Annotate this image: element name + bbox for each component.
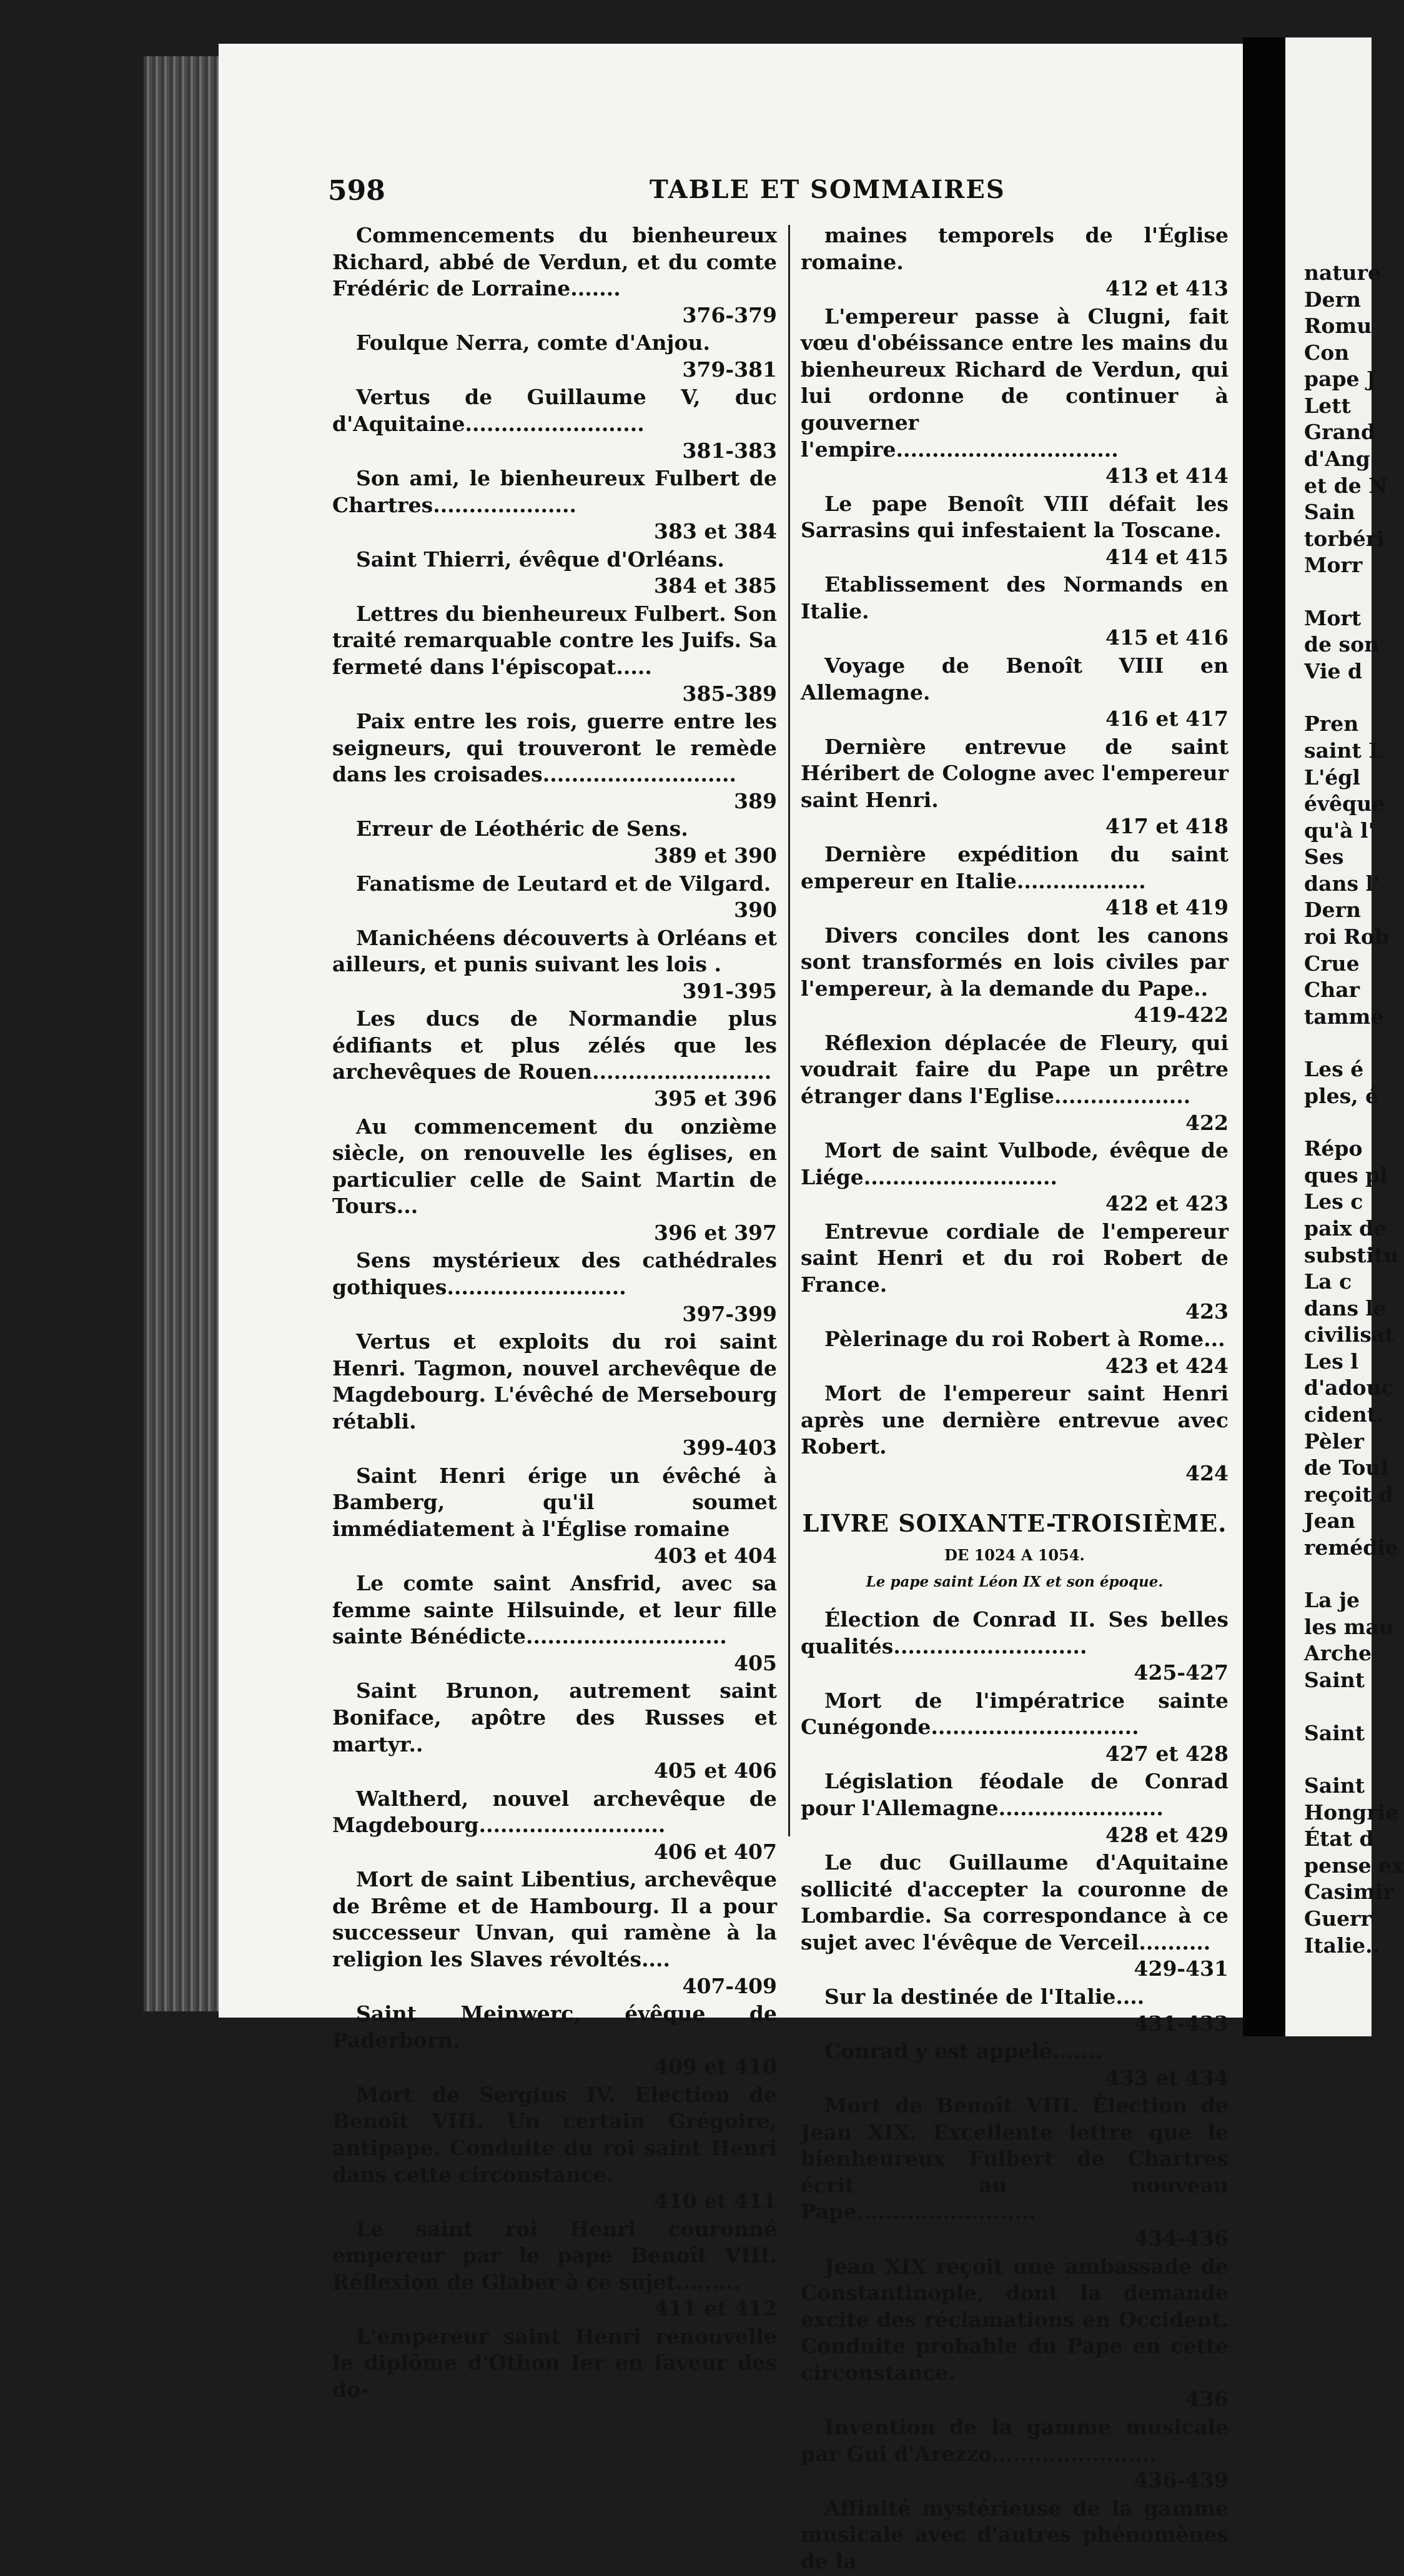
toc-entry-text: Législation féodale de Conrad pour l'Allemagne....................... (801, 1769, 1228, 1820)
toc-entry-text: Réflexion déplacée de Fleury, qui voudrait faire du Pape un prêtre étranger dans l'Eglise................... (801, 1030, 1228, 1108)
facing-page-line: Jean (1304, 1508, 1355, 1533)
toc-entry (332, 1247, 777, 1327)
toc-entry (801, 1326, 1228, 1379)
toc-entry (801, 2093, 1228, 2252)
toc-entry (801, 2254, 1228, 2413)
left-column (332, 222, 777, 2405)
book-subtitle: Le pape saint Léon IX et son époque. (866, 1573, 1164, 1591)
toc-entry-text: Dernière expédition du saint empereur en Italie.................. (801, 841, 1228, 893)
facing-page-line: torbéri (1304, 526, 1385, 551)
toc-entry-pages: 412 et 413 (1105, 276, 1228, 301)
toc-entry-pages: 384 et 385 (654, 573, 777, 598)
toc-entry-pages: 396 et 397 (654, 1220, 777, 1245)
facing-page-line: roi Rob (1304, 924, 1389, 949)
toc-entry-text: Mort de Sergius IV. Election de Benoît VIII. Un certain Grégoire, antipape. Conduite du roi saint Henri dans cette circonstance. (332, 2082, 777, 2187)
toc-entry (332, 708, 777, 815)
toc-entry-text: Mort de l'empereur saint Henri après une dernière entrevue avec Robert. (801, 1381, 1228, 1459)
toc-entry-text: Paix entre les rois, guerre entre les seigneurs, qui trouveront le remède dans les croisades........................... (332, 709, 777, 787)
toc-entry-pages: 414 et 415 (1105, 544, 1228, 569)
toc-entry-pages: 385-389 (682, 681, 777, 706)
toc-entry-text: Les ducs de Normandie plus édifiants et plus zélés que les archevêques de Rouen......................... (332, 1006, 777, 1084)
toc-entry-pages: 418 et 419 (1105, 895, 1228, 920)
facing-page-line: paix de (1304, 1216, 1387, 1241)
toc-entry-text: Sens mystérieux des cathédrales gothiques......................... (332, 1248, 777, 1299)
toc-entry-pages: 410 et 411 (654, 2189, 777, 2214)
toc-entry-text: Jean XIX reçoit une ambassade de Constantinople, dont la demande excite des réclamations en Occident. Conduite probable du Pape en cette circonstance. (801, 2254, 1228, 2385)
facing-page-line: saint L (1304, 738, 1383, 763)
toc-entry-pages: 428 et 429 (1105, 1822, 1228, 1847)
toc-entry-text: Saint Thierri, évêque d'Orléans. (356, 547, 724, 572)
toc-entry-pages: 425-427 (1134, 1660, 1228, 1685)
toc-entry (801, 734, 1228, 840)
toc-entry-pages: 406 et 407 (654, 1839, 777, 1864)
toc-entry (801, 304, 1228, 490)
facing-page-line: qu'à l' (1304, 818, 1375, 843)
toc-entry-pages: 427 et 428 (1105, 1741, 1228, 1766)
facing-page-line: nature (1304, 260, 1381, 285)
facing-page-line: d'Ang (1304, 446, 1370, 471)
facing-page-line: de Toul (1304, 1455, 1388, 1480)
facing-page-line: Saint (1304, 1668, 1365, 1692)
toc-entry-pages: 431-433 (1134, 2011, 1228, 2036)
toc-entry-pages: 413 et 414 (1105, 463, 1228, 488)
toc-entry-pages: 423 (1185, 1299, 1228, 1324)
toc-entry-pages: 407-409 (682, 1973, 777, 1998)
toc-entry (332, 1329, 777, 1462)
toc-entry (801, 2414, 1228, 2494)
right-column-entries (801, 222, 1228, 1487)
toc-entry-pages: 376-379 (682, 302, 777, 327)
toc-entry-text: Le comte saint Ansfrid, avec sa femme sainte Hilsuinde, et leur fille sainte Bénédicte............................ (332, 1571, 777, 1649)
toc-entry (332, 816, 777, 869)
facing-page-line: Répo (1304, 1136, 1363, 1161)
toc-entry-text: maines temporels de l'Église romaine. (801, 223, 1228, 274)
toc-entry-pages: 419-422 (1134, 1003, 1228, 1028)
toc-entry-text: Mort de Benoît VIII. Élection de Jean XIX. Excellente lettre que le bienheureux Fulbert de Chartres écrit au nouveau Pape......................... (801, 2093, 1228, 2224)
toc-entry-text: Manichéens découverts à Orléans et ailleurs, et punis suivant les lois . (332, 925, 777, 977)
facing-page-line: Char (1304, 978, 1360, 1003)
facing-page-line: Hongrie (1304, 1800, 1399, 1825)
facing-page-line: d'adouc (1304, 1375, 1394, 1400)
toc-entry-pages: 409 et 410 (654, 2054, 777, 2079)
facing-page-line (1304, 1030, 1404, 1056)
facing-page-line: L'égl (1304, 765, 1360, 790)
toc-entry (801, 491, 1228, 571)
toc-entry (332, 1678, 777, 1784)
facing-page-line: État d (1304, 1826, 1374, 1851)
facing-page-line: Con (1304, 340, 1350, 365)
facing-page-line: Pèler (1304, 1429, 1364, 1454)
toc-entry-text: Son ami, le bienheureux Fulbert de Chartres.................... (332, 466, 777, 517)
toc-entry-pages: 389 et 390 (654, 843, 777, 868)
toc-entry (332, 1570, 777, 1677)
facing-page-line: ques pl (1304, 1162, 1388, 1187)
running-head: TABLE ET SOMMAIRES (650, 175, 1006, 204)
toc-entry-text: Au commencement du onzième siècle, on renouvelle les églises, en particulier celle de Saint Martin de Tours... (332, 1114, 777, 1219)
toc-entry-pages: 403 et 404 (654, 1543, 777, 1568)
toc-entry (801, 1030, 1228, 1136)
toc-entry-pages: 422 (1185, 1110, 1228, 1135)
toc-entry-text: Foulque Nerra, comte d'Anjou. (356, 330, 710, 355)
toc-entry-pages: 389 (734, 788, 777, 813)
book-page-edges (144, 56, 219, 2011)
toc-entry (801, 653, 1228, 733)
facing-page-line: Crue (1304, 951, 1360, 976)
facing-page-line: Dern (1304, 287, 1361, 312)
facing-page-line (1304, 1694, 1404, 1720)
book-title: LIVRE SOIXANTE-TROISIÈME. (802, 1509, 1227, 1538)
toc-entry-text: Entrevue cordiale de l'empereur saint Henri et du roi Robert de France. (801, 1219, 1228, 1297)
toc-entry-text: Conrad y est appelé....... (824, 2039, 1103, 2064)
toc-entry-text: Erreur de Léothéric de Sens. (356, 816, 688, 841)
facing-page-line: évêque (1304, 791, 1385, 816)
toc-entry-text: Vertus de Guillaume V, duc d'Aquitaine......................... (332, 385, 777, 436)
toc-entry-text: Waltherd, nouvel archevêque de Magdebourg.......................... (332, 1786, 777, 1838)
facing-page-line: substitu (1304, 1242, 1399, 1267)
toc-entry (801, 2038, 1228, 2091)
column-rule (788, 225, 790, 1836)
facing-page-line (1304, 579, 1404, 605)
facing-page-line: Morr (1304, 553, 1363, 578)
toc-entry-pages: 415 et 416 (1105, 625, 1228, 650)
facing-page-line: civilisat (1304, 1322, 1395, 1347)
facing-page-line: cident. (1304, 1402, 1384, 1427)
toc-entry-text: Saint Henri érige un évêché à Bamberg, qu'il soumet immédiatement à l'Église romaine (332, 1463, 777, 1541)
toc-entry (801, 572, 1228, 651)
facing-page-line: Les c (1304, 1189, 1363, 1214)
facing-page-line: pape J (1304, 367, 1377, 392)
toc-entry-pages: 436 (1185, 2387, 1228, 2412)
facing-page-line: Saint (1304, 1773, 1365, 1798)
toc-entry (332, 222, 777, 329)
facing-page-line: Casimir (1304, 1880, 1394, 1905)
toc-entry (332, 925, 777, 1005)
toc-entry-pages: 379-381 (682, 357, 777, 382)
toc-entry (801, 1137, 1228, 1217)
toc-entry-text: Le pape Benoît VIII défait les Sarrasins qui infestaient la Toscane. (801, 491, 1228, 543)
toc-entry-text: Commencements du bienheureux Richard, abbé de Verdun, et du comte Frédéric de Lorraine....... (332, 223, 777, 301)
facing-page (1285, 37, 1404, 2036)
toc-entry-text: Saint Brunon, autrement saint Boniface, apôtre des Russes et martyr.. (332, 1678, 777, 1756)
toc-entry-text: Affinité mystérieuse de la gamme musicale avec d'autres phénomènes de la (801, 2495, 1228, 2574)
facing-page-line: Les l (1304, 1349, 1358, 1374)
facing-page-line: reçoit d (1304, 1482, 1393, 1507)
facing-page-line: Dern (1304, 898, 1361, 923)
facing-page-line (1304, 1561, 1404, 1587)
toc-entry (332, 330, 777, 383)
facing-page-line: tamme (1304, 1004, 1384, 1029)
toc-entry (332, 1463, 777, 1569)
toc-entry-text: Saint Meinwerc, évêque de Paderborn. (332, 2001, 777, 2053)
toc-entry-text: Sur la destinée de l'Italie.... (824, 1984, 1145, 2009)
facing-page-line: Grand (1304, 420, 1376, 445)
toc-entry-pages: 395 et 396 (654, 1086, 777, 1111)
facing-page-line: dans le (1304, 1295, 1387, 1320)
facing-page-line: Pren (1304, 711, 1359, 736)
toc-entry (332, 1786, 777, 1866)
toc-entry (801, 1850, 1228, 1983)
toc-entry (801, 923, 1228, 1029)
facing-page-line: Arche (1304, 1641, 1372, 1666)
toc-entry-pages: 429-431 (1134, 1956, 1228, 1981)
toc-entry (332, 2001, 777, 2081)
toc-entry-pages: 391-395 (682, 978, 777, 1003)
toc-entry-text: Invention de la gamme musicale par Gui d'Arezzo....................... (801, 2414, 1228, 2466)
facing-page-line (1304, 1746, 1404, 1773)
facing-page-line: Saint (1304, 1720, 1365, 1745)
toc-entry-pages: 422 et 423 (1105, 1191, 1228, 1216)
page-number: 598 (328, 175, 385, 207)
toc-entry (332, 384, 777, 464)
facing-page-line: Sain (1304, 500, 1355, 525)
toc-entry (332, 601, 777, 707)
toc-entry-text: Le saint roi Henri couronné empereur par le pape Benoît VIII. Réflexion de Glaber à ce sujet......... (332, 2216, 777, 2294)
toc-entry-text: Lettres du bienheureux Fulbert. Son traité remarquable contre les Juifs. Sa fermeté dans l'épiscopat..... (332, 601, 777, 679)
toc-entry (801, 1380, 1228, 1487)
facing-page-line: Italie.. (1304, 1933, 1380, 1958)
toc-entry-pages: 436-439 (1134, 2468, 1228, 2493)
toc-entry-pages: 405 et 406 (654, 1758, 777, 1783)
toc-entry-text: L'empereur saint Henri renouvelle le diplôme d'Othon Ier en faveur des do- (332, 2324, 777, 2402)
toc-entry-pages: 433 et 434 (1105, 2065, 1228, 2090)
facing-page-line: dans l' (1304, 871, 1380, 896)
toc-entry (332, 1114, 777, 1247)
toc-entry-text: Divers conciles dont les canons sont transformés en lois civiles par l'empereur, à la demande du Pape.. (801, 923, 1228, 1001)
facing-page-line (1304, 685, 1404, 711)
right-column (801, 222, 1228, 2576)
facing-page-line: La c (1304, 1269, 1352, 1294)
toc-entry (332, 1866, 777, 1999)
toc-entry-text: Mort de saint Libentius, archevêque de Brême et de Hambourg. Il a pour successeur Unvan, qui ramène à la religion les Slaves révoltés.... (332, 1867, 777, 1971)
facing-page-line: Mort (1304, 605, 1362, 630)
toc-entry-pages: 381-383 (682, 438, 777, 463)
toc-entry-text: Vertus et exploits du roi saint Henri. Tagmon, nouvel archevêque de Magdebourg. L'évêché de Mersebourg rétabli. (332, 1329, 777, 1434)
toc-entry-pages: 411 et 412 (654, 2296, 777, 2321)
toc-entry (332, 2324, 777, 2404)
facing-page-line: ples, é (1304, 1083, 1379, 1108)
toc-entry-text: Mort de l'impératrice sainte Cunégonde............................. (801, 1688, 1228, 1740)
toc-entry-text: L'empereur passe à Clugni, fait vœu d'obéissance entre les mains du bienheureux Richard de Verdun, qui lui ordonne de continuer à gouverner l'empire............................... (801, 304, 1228, 462)
toc-entry (801, 1607, 1228, 1687)
toc-entry (332, 1006, 777, 1112)
toc-entry-pages: 424 (1185, 1460, 1228, 1485)
facing-page-line: La je (1304, 1588, 1360, 1613)
toc-entry-pages: 397-399 (682, 1301, 777, 1326)
toc-entry-text: Élection de Conrad II. Ses belles qualités........................... (801, 1607, 1228, 1658)
facing-page-line: remédie (1304, 1535, 1398, 1560)
toc-entry-pages: 405 (734, 1650, 777, 1675)
toc-entry-text: Pèlerinage du roi Robert à Rome... (824, 1327, 1225, 1352)
toc-entry (801, 841, 1228, 921)
toc-entry-text: Mort de saint Vulbode, évêque de Liége........................... (801, 1138, 1228, 1189)
facing-page-line: Guerr (1304, 1906, 1372, 1931)
facing-page-line: pense ex (1304, 1853, 1404, 1878)
toc-entry-pages: 434-436 (1134, 2226, 1228, 2251)
book-gutter (1243, 37, 1287, 2036)
toc-entry (801, 2495, 1228, 2575)
facing-page-text (1304, 260, 1404, 1959)
toc-entry (801, 222, 1228, 302)
toc-entry (801, 1219, 1228, 1325)
toc-entry (332, 547, 777, 600)
facing-page-line (1304, 1109, 1404, 1136)
facing-page-line: et de N (1304, 473, 1388, 498)
toc-entry (332, 2216, 777, 2322)
facing-page-line: Ses (1304, 845, 1344, 869)
facing-page-line: Les é (1304, 1057, 1364, 1082)
toc-entry-pages: 390 (734, 898, 777, 923)
facing-page-line: Lett (1304, 393, 1351, 418)
toc-entry-pages: 383 et 384 (654, 519, 777, 544)
toc-entry (332, 465, 777, 545)
facing-page-line: Vie d (1304, 658, 1363, 683)
toc-entry-pages: 416 et 417 (1105, 706, 1228, 731)
toc-entry-text: Etablissement des Normands en Italie. (801, 572, 1228, 623)
toc-entry-text: Dernière entrevue de saint Héribert de Cologne avec l'empereur saint Henri. (801, 734, 1228, 812)
toc-entry (801, 1984, 1228, 2037)
facing-page-line: de son (1304, 632, 1380, 657)
facing-page-line: les mau (1304, 1614, 1394, 1639)
facing-page-line: Romu (1304, 314, 1372, 339)
toc-entry-text: Voyage de Benoît VIII en Allemagne. (801, 653, 1228, 705)
right-column-entries-book (801, 1607, 1228, 2575)
toc-entry (332, 871, 777, 924)
toc-entry (332, 2082, 777, 2215)
book-dates: DE 1024 A 1054. (944, 1546, 1085, 1565)
toc-entry-pages: 423 et 424 (1105, 1353, 1228, 1378)
toc-entry-text: Le duc Guillaume d'Aquitaine sollicité d'accepter la couronne de Lombardie. Sa correspondance à ce sujet avec l'évêque de Verceil.......... (801, 1850, 1228, 1954)
toc-entry (801, 1768, 1228, 1848)
toc-entry-pages: 399-403 (682, 1435, 777, 1460)
toc-entry-text: Fanatisme de Leutard et de Vilgard. (356, 871, 771, 896)
toc-entry-pages: 417 et 418 (1105, 814, 1228, 839)
toc-entry (801, 1688, 1228, 1768)
